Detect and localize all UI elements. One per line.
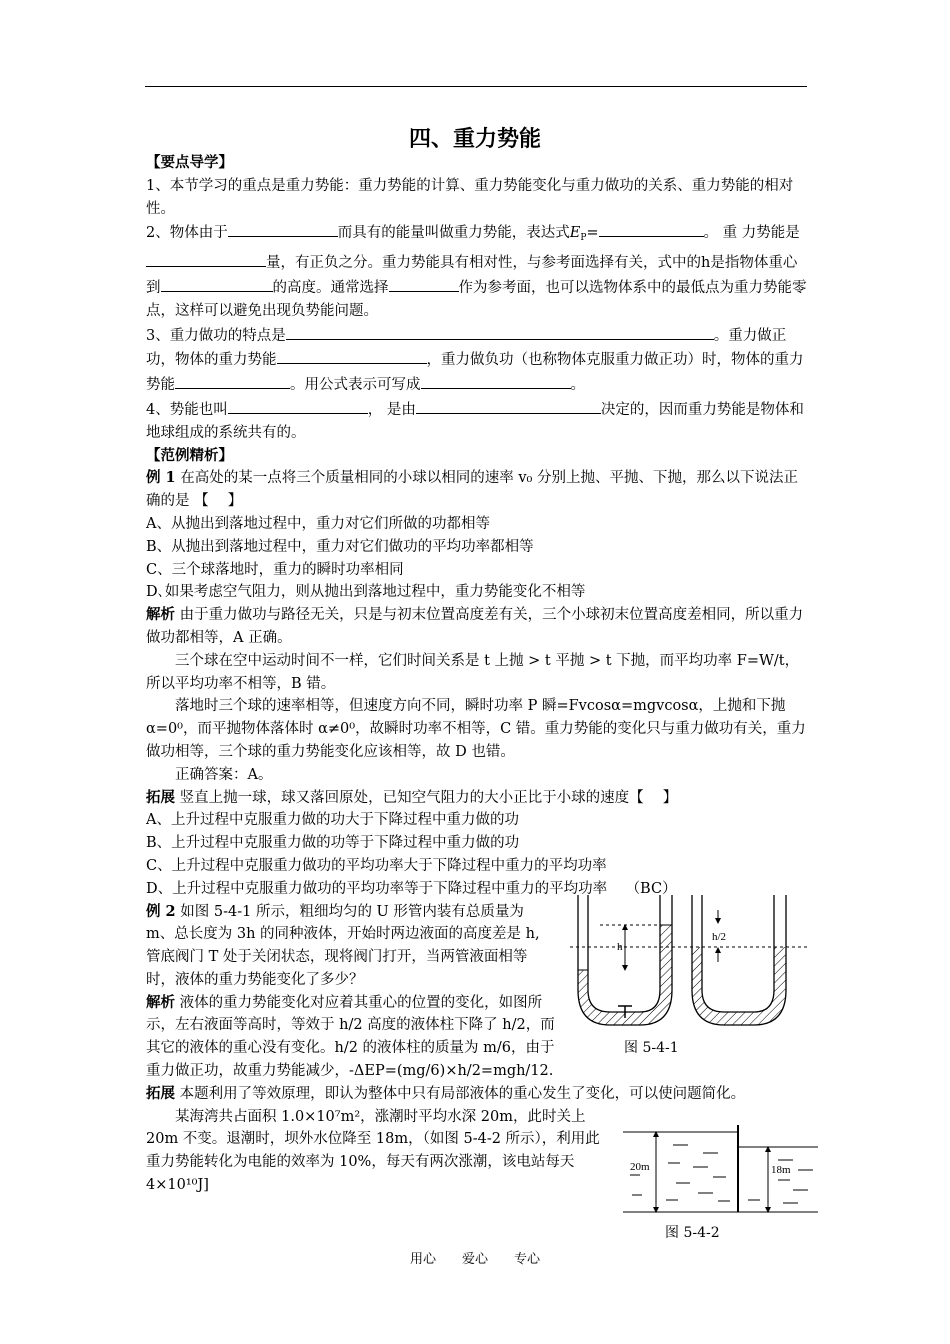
ext2-problem: 某海湾共占面积 1.0×10⁷m²，涨潮时平均水深 20m，此时关上 20m 不变。退潮时，坝外水位降至 18m，（如图 5-4-2 所示），利用此 重力势能转化为电能的效率为 10%，每天有两次涨潮，该电站每天 4×10¹⁰J] [146,1108,600,1194]
ex1-solution-2: 三个球在空中运动时间不一样，它们时间关系是 t 上抛 > t 平抛 > t 下抛，而平均功率 F=W/t，所以平均功率不相等，B 错。 [146,652,800,692]
u-tube-figure [570,890,810,1060]
ext1-option-b: B、上升过程中克服重力做的功等于下降过程中重力做的功 [146,835,520,852]
kp-3: 3、重力做功的特点是 。重力做正功，物体的重力势能 ，重力做负功（也称物体克服重力做正功）时，物体的重力势能 。用公式表示可写成 。 [146,323,808,397]
label-h2: h/2 [712,931,727,943]
fill-blank[interactable] [421,372,571,389]
label-h: h [617,941,623,953]
kp-4: 4、势能也叫 ， 是由 决定的，因而重力势能是物体和地球组成的系统共有的。 [146,397,808,445]
ex1-answer: 正确答案：A。 [175,766,273,783]
label-20m: 20m [630,1161,650,1173]
figure-caption-5-4-2: 图 5-4-2 [665,1225,720,1241]
fill-blank[interactable] [228,397,368,414]
fill-blank[interactable] [146,250,266,267]
fill-blank[interactable] [277,347,427,364]
figure-caption-5-4-1: 图 5-4-1 [624,1040,679,1056]
fill-blank[interactable] [228,220,338,237]
page-footer: 用心 爱心 专心 [409,1252,540,1267]
ext2-text: 拓展 本题利用了等效原理，即认为整体中只有局部液体的重心发生了变化，可以使问题简化。 [146,1084,746,1102]
ex1-option-a: A、从抛出到落地过程中，重力对它们所做的功都相等 [146,515,490,532]
ex1-option-b: B、从抛出到落地过程中，重力对它们做功的平均功率都相等 [146,538,534,555]
ex1-option-d: D､如果考虑空气阻力，则从抛出到落地过程中，重力势能变化不相等 [146,584,586,601]
ex2-block [146,901,556,1083]
section-examples: 【范例精析】 [146,446,233,464]
ex1-option-c: C、三个球落地时，重力的瞬时功率相同 [146,561,404,578]
ex1-question: 例 1 在高处的某一点将三个质量相同的小球以相同的速率 v₀ 分别上抛、平抛、下抛，那么以下说法正确的是 【 】 [146,469,798,510]
ex2-solution: 解析 液体的重力势能变化对应着其重心的位置的变化，如图所示，左右液面等高时，等效于 h/2 高度的液体柱下降了 h/2，而其它的液体的重心没有变化。h/2 的液体柱的质量为 m/6，由于重力做正功，故重力势能减少，-ΔEP=(mg/6)×h/2=mgh/12. [146,993,555,1080]
fill-blank[interactable] [286,323,714,340]
section-key-points: 【要点导学】 [146,154,233,171]
kp-2: 2、物体由于 而具有的能量叫做重力势能，表达式$E_P=$ 。 重 力势能是量，有正负之分。重力势能具有相对性，与参考面选择有关，式中的h是指物体重心到 的高度。通常选择 作为参考面，也可以选物体系中的最低点为重力势能零点，这样可以避免出现负势能问题。 [146,220,808,322]
fill-blank[interactable] [416,397,601,414]
ext1-option-c: C、上升过程中克服重力做功的平均功率大于下降过程中重力的平均功率 [146,857,607,874]
label-18m: 18m [771,1164,791,1176]
page-title: 四、重力势能 [408,126,541,152]
ext1-option-d: D、上升过程中克服重力做功的平均功率等于下降过程中重力的平均功率 （BC） [146,880,677,897]
fill-blank[interactable] [161,275,273,292]
ext1-option-a: A、上升过程中克服重力做的功大于下降过程中重力做的功 [146,812,519,829]
header-rule [145,86,807,87]
ext1-answer: （BC） [625,880,677,897]
kp-1: 1、本节学习的重点是重力势能：重力势能的计算、重力势能变化与重力做功的关系、重力势能的相对性。 [146,177,794,217]
ex1-solution-3: 落地时三个球的速率相等，但速度方向不同，瞬时功率 P 瞬=Fvcosα=mgvcosα，上抛和下抛 α=0⁰，而平抛物体落体时 α≠0⁰，故瞬时功率不相等，C 错。重力势能的变化只与重力做功有关，重力做功相等，三个球的重力势能变化应该相等，故 D 也错。 [146,698,806,760]
ex2-question: 例 2 如图 5-4-1 所示，粗细均匀的 U 形管内装有总质量为 m、总长度为 3h 的同种液体，开始时两边液面的高度差是 h, 管底阀门 T 处于关闭状态，现将阀门打开，当两管液面相等时，液体的重力势能变化了多少？ [146,902,540,988]
fill-blank[interactable] [389,275,459,292]
fill-blank[interactable] [599,220,704,237]
ex1-solution: 解析 由于重力做功与路径无关，只是与初末位置高度差有关，三个小球初末位置高度差相同，所以重力做功都相等，A 正确。 [146,606,804,646]
tide-figure [618,1115,828,1245]
fill-blank[interactable] [175,372,290,389]
ext1-question: 拓展 竖直上抛一球，球又落回原处，已知空气阻力的大小正比于小球的速度【 】 [146,788,678,806]
